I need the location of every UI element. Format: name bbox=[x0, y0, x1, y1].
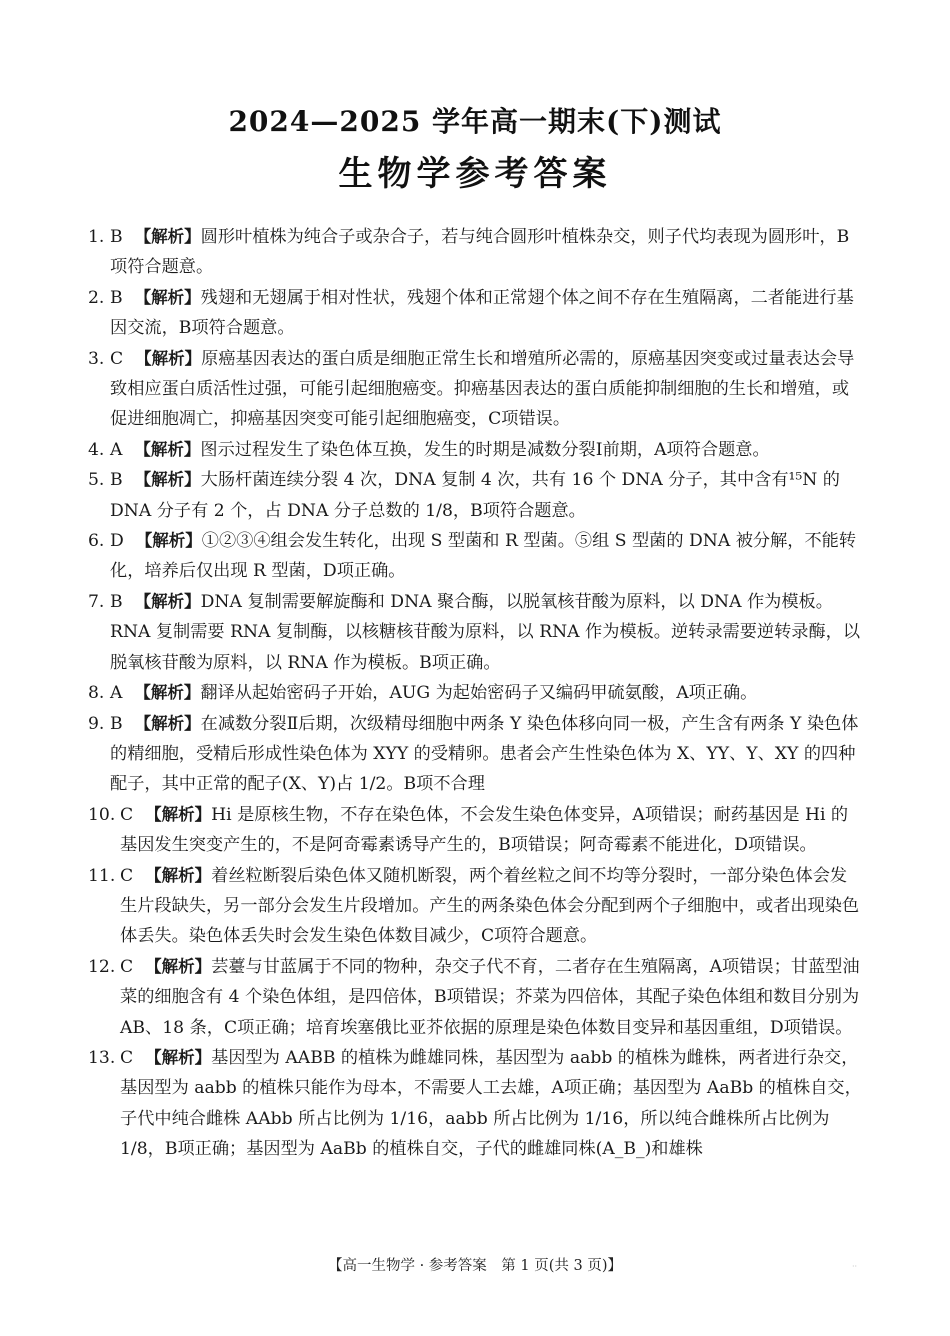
analysis-text: 基因型为 AABB 的植株为雌雄同株，基因型为 aabb 的植株为雌株，两者进行杂交，基因型为 aabb 的植株只能作为母本，不需要人工去雄，A项正确；基因型为 AaBb 的植株自交，子代中纯合雌株 AAbb 所占比例为 1/16，aabb 所占比例为 1/16，所以纯合雌株所占比例为 1/8，B项正确；基因型为 AaBb 的植株自交，子代的雌雄同株(A_B_)和雄株 bbox=[120, 1047, 862, 1160]
answer-item-1 bbox=[88, 222, 863, 283]
answer-item-3 bbox=[88, 344, 863, 435]
answer-number: 6. bbox=[88, 531, 105, 552]
answer-key: A bbox=[110, 683, 123, 704]
answer-item-8 bbox=[88, 678, 863, 708]
answer-key: B bbox=[110, 713, 123, 734]
answer-number: 3. bbox=[88, 348, 105, 369]
answer-number: 11. bbox=[88, 865, 116, 886]
analysis-tag: 【解析】 bbox=[145, 804, 212, 824]
analysis-tag: 【解析】 bbox=[134, 591, 201, 611]
analysis-tag: 【解析】 bbox=[135, 531, 202, 551]
answer-number: 1. bbox=[88, 227, 105, 247]
answer-item-6 bbox=[88, 526, 863, 587]
answer-item-2 bbox=[88, 283, 863, 344]
answer-item-7 bbox=[88, 587, 863, 678]
answer-number: 13. bbox=[88, 1047, 116, 1068]
answer-number: 7. bbox=[88, 591, 105, 612]
analysis-tag: 【解析】 bbox=[135, 348, 202, 368]
analysis-text: Hi 是原核生物，不存在染色体，不会发生染色体变异，A项错误；耐药基因是 Hi 的基因发生突变产生的，不是阿奇霉素诱导产生的，B项错误；阿奇霉素不能进化，D项错误。 bbox=[120, 804, 849, 856]
answer-key: B bbox=[110, 227, 123, 247]
answer-number: 8. bbox=[88, 683, 105, 704]
answer-key: B bbox=[110, 287, 123, 308]
answer-item-5 bbox=[88, 465, 863, 526]
analysis-tag: 【解析】 bbox=[134, 227, 201, 246]
answer-number: 10. bbox=[88, 804, 116, 825]
analysis-text: 残翅和无翅属于相对性状，残翅个体和正常翅个体之间不存在生殖隔离，二者能进行基因交流，B项符合题意。 bbox=[110, 287, 854, 339]
analysis-text: ①②③④组会发生转化，出现 S 型菌和 R 型菌。⑤组 S 型菌的 DNA 被分解，不能转化，培养后仅出现 R 型菌，D项正确。 bbox=[110, 531, 857, 582]
analysis-text: DNA 复制需要解旋酶和 DNA 聚合酶，以脱氧核苷酸为原料，以 DNA 作为模板。RNA 复制需要 RNA 复制酶，以核糖核苷酸为原料，以 RNA 作为模板。逆转录需要逆转录酶，以脱氧核苷酸为原料，以 RNA 作为模板。B项正确。 bbox=[110, 591, 861, 673]
answer-key: A bbox=[110, 439, 123, 460]
answer-item-9 bbox=[88, 709, 863, 800]
analysis-text: 圆形叶植株为纯合子或杂合子，若与纯合圆形叶植株杂交，则子代均表现为圆形叶，B项符合题意。 bbox=[110, 227, 850, 278]
page-footer: 【高一生物学 · 参考答案 第 1 页(共 3 页)】 bbox=[327, 1258, 623, 1274]
analysis-text: 大肠杆菌连续分裂 4 次，DNA 复制 4 次，共有 16 个 DNA 分子，其中含有¹⁵N 的 DNA 分子有 2 个，占 DNA 分子总数的 1/8，B项符合题意。 bbox=[110, 470, 840, 521]
answer-key: C bbox=[120, 956, 134, 977]
analysis-text: 翻译从起始密码子开始，AUG 为起始密码子又编码甲硫氨酸，A项正确。 bbox=[200, 683, 758, 704]
answer-number: 9. bbox=[88, 713, 105, 734]
answer-item-4 bbox=[88, 435, 863, 465]
answer-list bbox=[88, 222, 863, 1165]
corner-mark: ·· bbox=[852, 1262, 858, 1271]
answer-key: B bbox=[110, 591, 123, 612]
analysis-tag: 【解析】 bbox=[145, 1047, 212, 1067]
answer-number: 2. bbox=[88, 287, 105, 308]
exam-title: 2024—2025 学年高一期末(下)测试 bbox=[228, 105, 722, 138]
analysis-tag: 【解析】 bbox=[145, 956, 212, 976]
answer-number: 5. bbox=[88, 470, 105, 491]
answer-key-title: 生物学参考答案 bbox=[338, 154, 612, 194]
answer-key: C bbox=[120, 1047, 134, 1068]
answer-key: C bbox=[120, 804, 134, 825]
answer-number: 12. bbox=[88, 956, 116, 977]
answer-key: B bbox=[110, 470, 123, 491]
analysis-tag: 【解析】 bbox=[134, 713, 201, 733]
answer-key: C bbox=[110, 348, 124, 369]
analysis-text: 在减数分裂Ⅱ后期，次级精母细胞中两条 Y 染色体移向同一极，产生含有两条 Y 染色体的精细胞，受精后形成性染色体为 XYY 的受精卵。患者会产生性染色体为 X、YY、Y、XY 的四种配子，其中正常的配子(X、Y)占 1/2。B项不合理 bbox=[110, 713, 859, 795]
analysis-tag: 【解析】 bbox=[134, 470, 201, 490]
answer-item-10 bbox=[88, 800, 863, 861]
answer-item-13 bbox=[88, 1043, 863, 1165]
answer-key: C bbox=[120, 865, 134, 886]
analysis-text: 着丝粒断裂后染色体又随机断裂，两个着丝粒之间不均等分裂时，一部分染色体会发生片段缺失，另一部分会发生片段增加。产生的两条染色体会分配到两个子细胞中，或者出现染色体丢失。染色体丢失时会发生染色体数目减少，C项符合题意。 bbox=[120, 865, 860, 947]
analysis-text: 芸薹与甘蓝属于不同的物种，杂交子代不育，二者存在生殖隔离，A项错误；甘蓝型油菜的细胞含有 4 个染色体组，是四倍体，B项错误；芥菜为四倍体，其配子染色体组和数目分别为 AB、18 条，C项正确；培育埃塞俄比亚芥依据的原理是染色体数目变异和基因重组，D项错误。 bbox=[120, 956, 860, 1038]
analysis-text: 图示过程发生了染色体互换，发生的时期是减数分裂Ⅰ前期，A项符合题意。 bbox=[200, 439, 770, 460]
analysis-tag: 【解析】 bbox=[145, 865, 212, 885]
analysis-text: 原癌基因表达的蛋白质是细胞正常生长和增殖所必需的，原癌基因突变或过量表达会导致相应蛋白质活性过强，可能引起细胞癌变。抑癌基因表达的蛋白质能抑制细胞的生长和增殖，或促进细胞凋亡，抑癌基因突变可能引起细胞癌变，C项错误。 bbox=[110, 348, 855, 430]
answer-item-12 bbox=[88, 952, 863, 1043]
answer-number: 4. bbox=[88, 439, 105, 460]
answer-item-11 bbox=[88, 861, 863, 952]
analysis-tag: 【解析】 bbox=[134, 287, 201, 307]
analysis-tag: 【解析】 bbox=[134, 439, 201, 459]
analysis-tag: 【解析】 bbox=[134, 683, 201, 703]
answer-key: D bbox=[110, 531, 124, 552]
